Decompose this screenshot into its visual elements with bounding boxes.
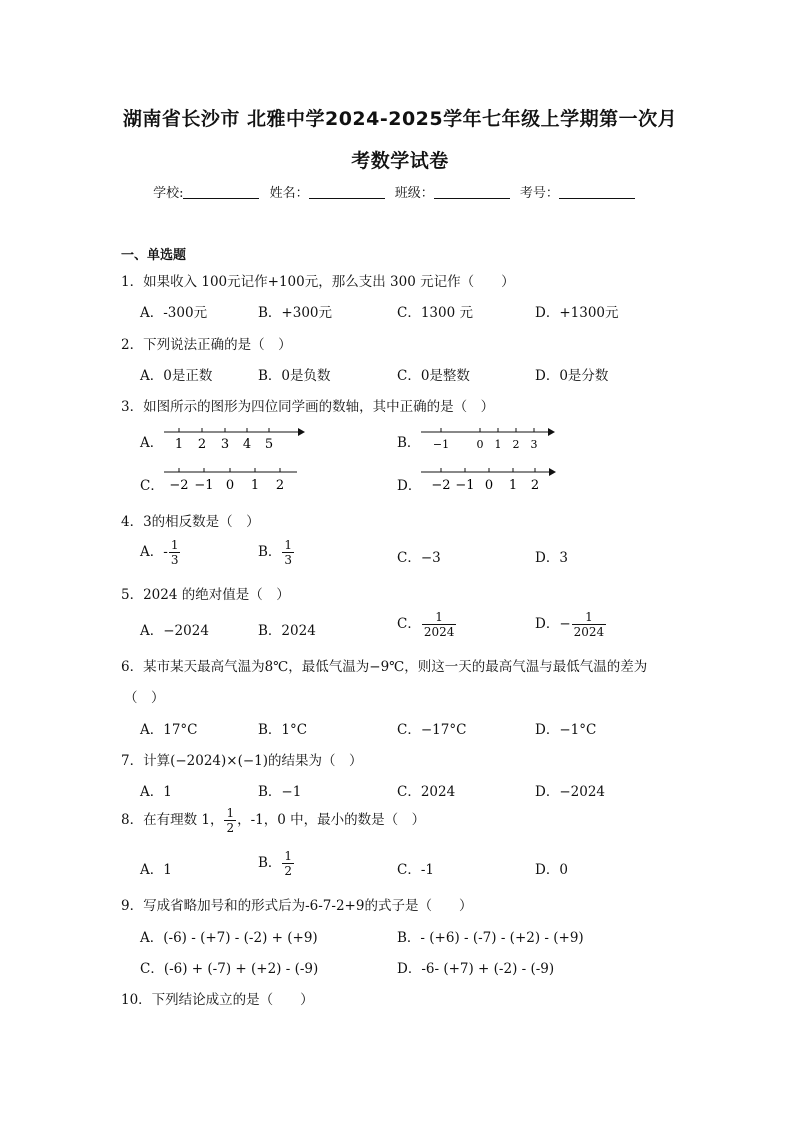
q9-option-d[interactable]: D．-6- (+7) + (-2) - (-9) [397,961,555,977]
q1-option-d[interactable]: D．+1300元 [535,305,619,321]
q8b-denominator: 2 [284,864,293,878]
student-info-row [0,182,794,201]
q9-option-a[interactable]: A．(-6) - (+7) - (-2) + (+9) [140,930,318,946]
q3d-tick-2: −1 [455,478,475,493]
name-label: 姓名： [269,186,309,201]
school-label: 学校: [153,186,184,201]
exam-no-label: 考号： [519,186,559,201]
question-6-stem: 6．某市某天最高气温为8℃，最低气温为−9℃，则这一天的最高气温与最低气温的差为 [121,659,648,675]
q8b-label: B． [258,855,282,871]
q8-stem-numerator: 1 [226,806,235,820]
q8-stem-post: ，-1，0 中，最小的数是（ ） [237,812,426,828]
q4a-fraction [169,538,181,567]
q6-option-c[interactable]: C．−17°C [397,722,467,738]
q5c-denominator: 2024 [423,625,455,639]
q3c-tick-2: −1 [194,478,214,493]
q8-stem-denominator: 2 [226,821,235,835]
q5c-label: C． [397,616,421,632]
q3c-tick-4: 1 [250,478,260,493]
q3-numberline-a [160,424,305,454]
section-heading: 一、单选题 [121,248,187,263]
q3c-tick-3: 0 [225,478,235,493]
q5c-numerator: 1 [422,610,457,625]
question-9-stem: 9．写成省略加号和的形式后为-6-7-2+9的式子是（ ） [121,898,473,914]
q3a-tick-4: 4 [242,437,252,452]
q5d-fraction [572,610,607,639]
q7-option-a[interactable]: A．1 [140,784,172,800]
name-blank[interactable] [309,185,385,199]
q8-option-a[interactable]: A．1 [140,862,172,878]
q8-option-d[interactable]: D．0 [535,862,568,878]
q3-numberline-d [417,464,562,496]
class-blank[interactable] [434,185,510,199]
q3d-tick-4: 1 [508,478,518,493]
q3a-tick-1: 1 [174,437,184,452]
q4b-numerator: 1 [284,538,293,552]
q3b-tick-1: −1 [432,438,450,451]
q3d-tick-5: 2 [530,478,540,493]
q5-option-c[interactable] [397,610,457,639]
q6-option-b[interactable]: B．1°C [258,722,308,738]
q1-option-b[interactable]: B．+300元 [258,305,332,321]
q3b-tick-3: 1 [494,438,502,451]
q3a-tick-3: 3 [220,437,230,452]
q3a-tick-5: 5 [264,437,274,452]
q5-option-d[interactable] [535,610,607,639]
q8-stem-pre: 8．在有理数 1， [121,812,224,828]
q3a-tick-2: 2 [197,437,207,452]
q8-option-c[interactable]: C．-1 [397,862,434,878]
q3-option-d[interactable]: D． [397,478,422,494]
q4-option-c[interactable]: C．−3 [397,550,441,566]
q7-option-d[interactable]: D．−2024 [535,784,605,800]
q4a-sign: - [163,544,168,560]
q8-stem-fraction [224,806,236,835]
q9-option-b[interactable]: B．- (+6) - (-7) - (+2) - (+9) [397,930,584,946]
q1-option-c[interactable]: C．1300 元 [397,305,473,321]
q9-option-c[interactable]: C．(-6) + (-7) + (+2) - (-9) [140,961,319,977]
class-label: 班级： [394,186,434,201]
q4b-denominator: 3 [284,553,293,567]
q3c-tick-5: 2 [275,478,285,493]
question-5-stem: 5．2024 的绝对值是（ ） [121,587,290,603]
q6-option-d[interactable]: D．−1°C [535,722,597,738]
exam-no-blank[interactable] [559,185,635,199]
q4-option-d[interactable]: D．3 [535,550,568,566]
question-3-stem: 3．如图所示的图形为四位同学画的数轴，其中正确的是（ ） [121,399,495,415]
question-1-stem: 1．如果收入 100元记作+100元，那么支出 300 元记作（ ） [121,274,515,290]
q3-option-c[interactable]: C． [140,478,164,494]
q3-option-a[interactable]: A． [140,435,164,451]
q3d-tick-3: 0 [484,478,494,493]
q8b-fraction [282,849,294,878]
q7-option-c[interactable]: C．2024 [397,784,456,800]
q3b-tick-2: 0 [476,438,484,451]
q6-option-a[interactable]: A．17°C [140,722,198,738]
q1-option-a[interactable]: A．-300元 [140,305,208,321]
q5d-numerator: 1 [572,610,607,625]
q2-option-a[interactable]: A．0是正数 [140,368,213,384]
q4b-label: B． [258,544,282,560]
exam-title-line2: 考数学试卷 [351,150,449,172]
question-10-stem: 10．下列结论成立的是（ ） [121,992,314,1008]
q2-option-c[interactable]: C．0是整数 [397,368,470,384]
question-2-stem: 2．下列说法正确的是（ ） [121,337,292,353]
q5d-sign: − [559,616,571,632]
q2-option-d[interactable]: D．0是分数 [535,368,609,384]
q3c-tick-1: −2 [169,478,189,493]
q4a-denominator: 3 [170,553,179,567]
q8-option-b[interactable] [258,849,295,878]
q5d-denominator: 2024 [573,625,605,639]
q4b-fraction [282,538,294,567]
question-6-stem-cont: （ ） [124,690,165,706]
q5c-fraction [422,610,457,639]
question-4-stem: 4．3的相反数是（ ） [121,514,260,530]
q5d-label: D． [535,616,560,632]
q2-option-b[interactable]: B．0是负数 [258,368,331,384]
q3-numberline-c [160,464,305,496]
q4-option-a[interactable] [140,538,181,567]
q3-numberline-b [417,424,562,454]
q3d-tick-1: −2 [431,478,451,493]
q4-option-b[interactable] [258,538,295,567]
q5-option-a[interactable]: A．−2024 [140,623,209,639]
q8b-numerator: 1 [284,849,293,863]
q3b-tick-5: 3 [530,438,538,451]
q3b-tick-4: 2 [512,438,520,451]
exam-title-line1: 湖南省长沙市 北雅中学2024-2025学年七年级上学期第一次月 [122,108,678,130]
q7-option-b[interactable]: B．−1 [258,784,302,800]
q3-option-b[interactable]: B． [397,435,421,451]
q5-option-b[interactable]: B．2024 [258,623,316,639]
question-7-stem: 7．计算(−2024)×(−1)的结果为（ ） [121,753,363,769]
q4a-numerator: 1 [170,538,179,552]
question-8-stem [121,806,425,835]
school-blank[interactable] [183,185,259,199]
q4a-label: A． [140,544,164,560]
